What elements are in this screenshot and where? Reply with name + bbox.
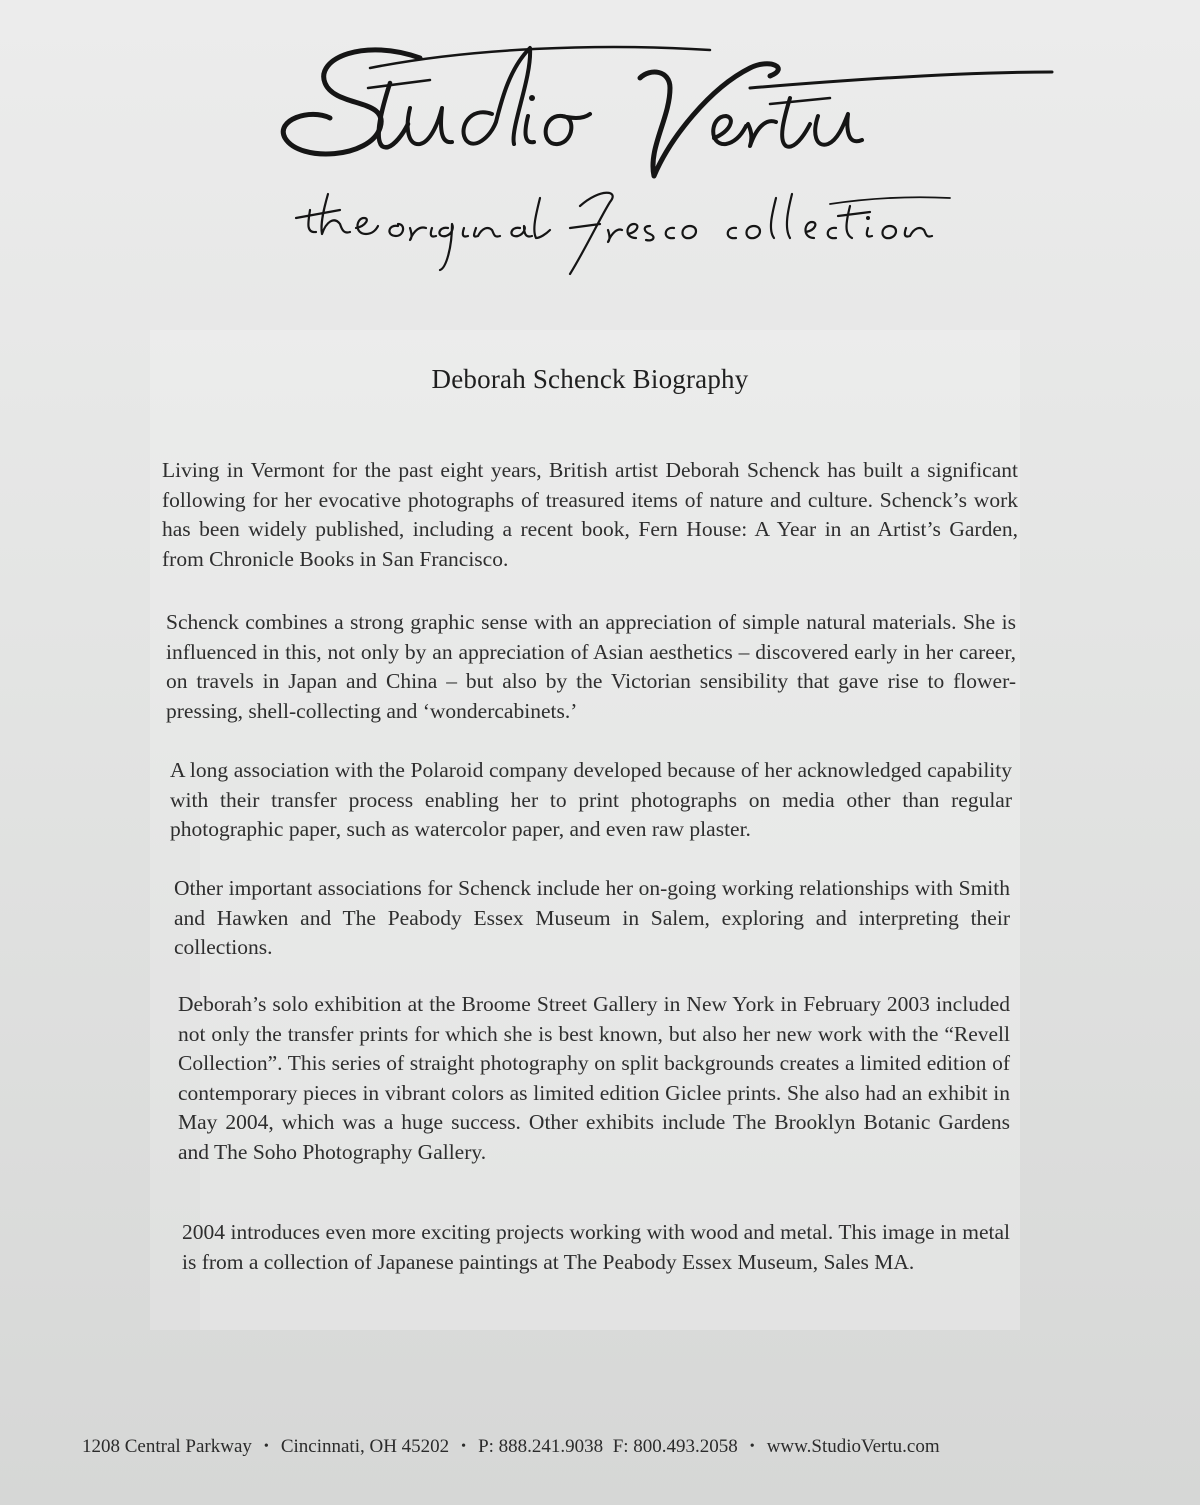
biography-paragraph-3: A long association with the Polaroid company developed because of her acknowledged capability with their transfer process enabling her to print photographs on media other than regular photographic paper, such as watercolor paper, and even raw plaster. xyxy=(170,758,1012,841)
footer-phone: P: 888.241.9038 xyxy=(478,1436,604,1457)
document-title: Deborah Schenck Biography xyxy=(431,364,749,394)
separator-dot: • xyxy=(461,1439,467,1454)
biography-paragraph-4: Other important associations for Schenck include her on-going working relationships with Smith and Hawken and The Peabody Essex Museum in Salem, exploring and interpreting their collections. xyxy=(174,876,1010,959)
biography-paragraph-5: Deborah’s solo exhibition at the Broome Street Gallery in New York in February 2003 included not only the transfer prints for which she is best known, but also her new work with the “Revell Collection”. This series of straight photography on split backgrounds creates a limited edition of contemporary pieces in vibrant colors as limited edition Giclee prints. She also had an exhibit in May 2004, which was a huge success. Other exhibits include The Brooklyn Botanic Gardens and The Soho Photography Gallery. xyxy=(178,992,1010,1164)
footer-city: Cincinnati, OH 45202 xyxy=(280,1436,450,1457)
footer-website[interactable]: www.StudioVertu.com xyxy=(766,1436,940,1457)
biography-paragraph-6: 2004 introduces even more exciting projects working with wood and metal. This image in metal is from a collection of Japanese paintings at The Peabody Essex Museum, Sales MA. xyxy=(182,1220,1010,1274)
footer-address: 1208 Central Parkway xyxy=(82,1436,252,1457)
contact-footer xyxy=(82,1436,1122,1458)
logo-script-graphic xyxy=(270,28,1070,288)
footer-fax: F: 800.493.2058 xyxy=(612,1436,738,1457)
studio-vertu-logo xyxy=(270,28,1070,288)
biography-paragraph-1: Living in Vermont for the past eight years, British artist Deborah Schenck has built a significant following for her evocative photographs of treasured items of nature and culture. Schenck’s work has been widely published, including a recent book, Fern House: A Year in an Artist’s Garden, from Chronicle Books in San Francisco. xyxy=(162,458,1018,571)
biography-paragraph-2: Schenck combines a strong graphic sense with an appreciation of simple natural materials. She is influenced in this, not only by an appreciation of Asian aesthetics – discovered early in her career, on travels in Japan and China – but also by the Victorian sensibility that gave rise to flower-pressing, shell-collecting and ‘wondercabinets.’ xyxy=(166,610,1016,723)
separator-dot: • xyxy=(263,1439,269,1454)
separator-dot: • xyxy=(749,1439,755,1454)
